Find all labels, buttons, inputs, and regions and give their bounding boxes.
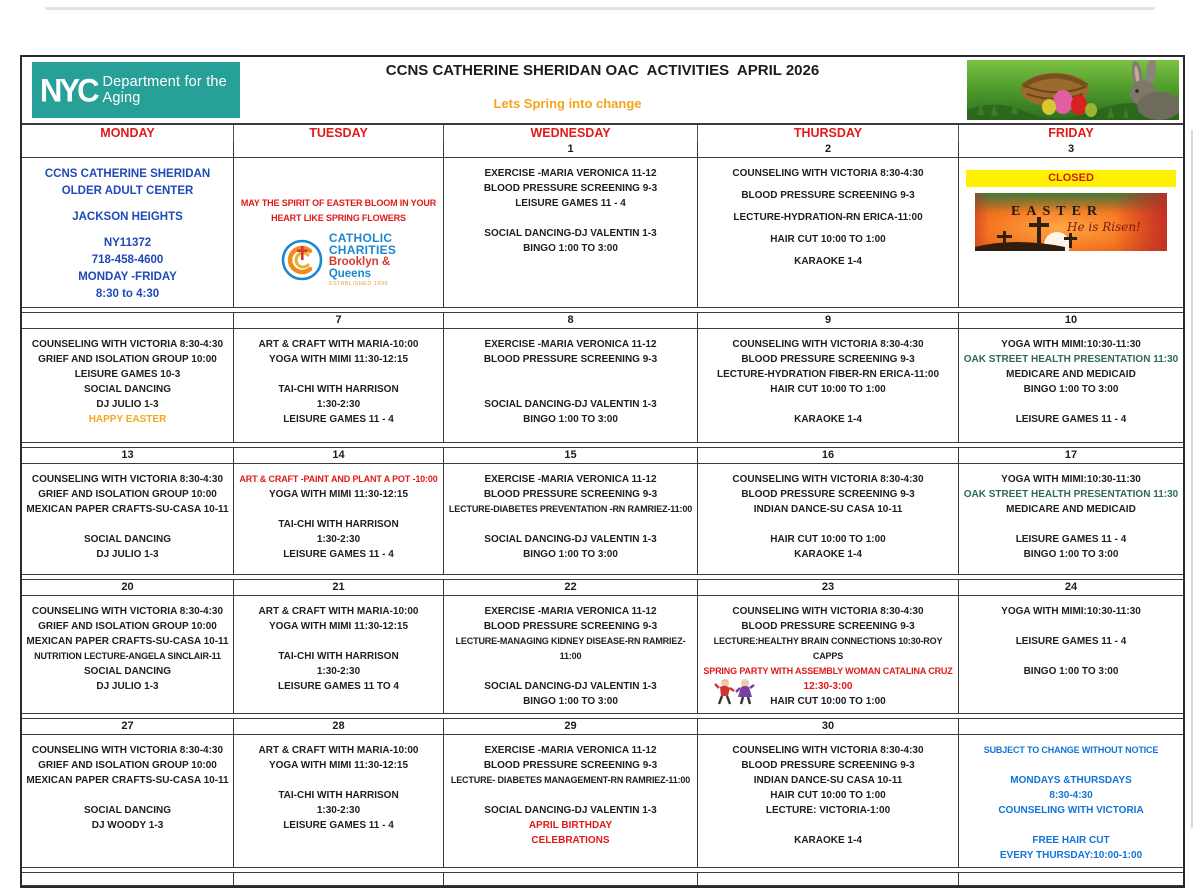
page-title: CCNS CATHERINE SHERIDAN OAC ACTIVITIES APRIL 2026 <box>385 62 820 79</box>
activity-line: 1:30-2:30 <box>316 666 361 677</box>
calendar-cell <box>443 158 697 307</box>
date-number: 13 <box>121 449 134 461</box>
activity-line: MONDAY -FRIDAY <box>78 271 177 283</box>
calendar-cell <box>233 329 443 442</box>
spacer-line <box>236 502 441 517</box>
activity-line: MEXICAN PAPER CRAFTS-SU-CASA 10-11 <box>26 636 229 647</box>
activity-line: LEISURE GAMES 11 - 4 <box>283 414 394 425</box>
activity-line: KARAOKE 1-4 <box>794 549 862 560</box>
date-number: 9 <box>697 313 958 328</box>
activity-line: NY11372 <box>103 237 152 249</box>
activity-line: MONDAYS &THURSDAYS <box>1010 775 1132 786</box>
activity-line: ART & CRAFT WITH MARIA-10:00 <box>258 606 419 617</box>
calendar-cell <box>958 329 1183 442</box>
nyc-logo-text: NYC <box>40 71 97 109</box>
empty-bottom-strip <box>22 872 1183 886</box>
activity-line: CELEBRATIONS <box>531 835 610 846</box>
activity-line: COUNSELING WITH VICTORIA 8:30-4:30 <box>31 474 224 485</box>
spacer-line <box>961 758 1181 773</box>
calendar-cell <box>443 329 697 442</box>
date-strip <box>22 313 1183 329</box>
closed-banner: CLOSED <box>966 170 1176 187</box>
activity-line: YOGA WITH MIMI 11:30-12:15 <box>268 621 409 632</box>
activity-line: ART & CRAFT WITH MARIA-10:00 <box>258 339 419 350</box>
calendar-cell <box>958 735 1183 867</box>
spacer-line <box>236 367 441 382</box>
spacer-line <box>236 634 441 649</box>
date-strip <box>22 448 1183 464</box>
calendar-cell <box>233 596 443 713</box>
activity-line: HAIR CUT 10:00 TO 1:00 <box>770 790 886 801</box>
activity-line: LECTURE-DIABETES PREVENTATION -RN RAMRIEZ-11:00 <box>448 504 693 514</box>
calendar-cell <box>22 158 233 307</box>
activity-line: 8:30 to 4:30 <box>95 288 160 300</box>
catholic-charities-logo <box>236 232 441 288</box>
date-number: 3 <box>958 142 1183 157</box>
calendar-cell <box>958 596 1183 713</box>
day-header-row <box>22 125 1183 142</box>
date-number: 30 <box>697 719 958 734</box>
calendar-cell <box>697 329 958 442</box>
nyc-logo-label: Department for the Aging <box>102 74 227 106</box>
activity-line: HAIR CUT 10:00 TO 1:00 <box>770 534 886 545</box>
activity-line: BLOOD PRESSURE SCREENING 9-3 <box>483 183 658 194</box>
activity-line: EXERCISE -MARIA VERONICA 11-12 <box>484 606 657 617</box>
activity-line: BLOOD PRESSURE SCREENING 9-3 <box>483 489 658 500</box>
activity-line: SOCIAL DANCING-DJ VALENTIN 1-3 <box>484 399 657 410</box>
calendar-cell <box>697 158 958 307</box>
calendar-week <box>22 579 1183 714</box>
date-number: 20 <box>121 581 134 593</box>
activity-line: HAIR CUT 10:00 TO 1:00 <box>770 696 886 707</box>
calendar-header <box>22 57 1183 125</box>
catholic-charities-text: CATHOLIC CHARITIES Brooklyn & Queens ESTABLISHED 1899 <box>328 231 397 287</box>
calendar-cell <box>697 464 958 574</box>
calendar-cell <box>233 158 443 307</box>
activity-line: 1:30-2:30 <box>316 534 361 545</box>
calendar-cell <box>958 464 1183 574</box>
date-number: 21 <box>233 580 443 595</box>
activity-line: COUNSELING WITH VICTORIA <box>998 805 1144 816</box>
activity-line: YOGA WITH MIMI:10:30-11:30 <box>1001 474 1141 485</box>
activity-line: MEXICAN PAPER CRAFTS-SU-CASA 10-11 <box>26 504 229 515</box>
calendar-week <box>22 312 1183 443</box>
activity-line: SOCIAL DANCING <box>83 805 172 816</box>
date-strip <box>22 719 1183 735</box>
activity-line: 1:30-2:30 <box>316 399 361 410</box>
activity-line: LEISURE GAMES 11 - 4 <box>1015 414 1127 425</box>
activity-line: 8:30-4:30 <box>1049 790 1093 801</box>
activity-line: HEART LIKE SPRING FLOWERS <box>271 213 406 223</box>
activity-line: LEISURE GAMES 11 TO 4 <box>278 681 399 692</box>
activity-line: KARAOKE 1-4 <box>794 256 862 267</box>
spacer-line <box>446 211 695 226</box>
activity-line: DJ JULIO 1-3 <box>96 681 159 692</box>
activity-line: BINGO 1:00 TO 3:00 <box>523 549 618 560</box>
activity-line: MEDICARE AND MEDICAID <box>1006 504 1136 515</box>
activity-line: LEISURE GAMES 11 - 4 <box>515 198 626 209</box>
calendar-weeks <box>22 142 1183 886</box>
activity-line: DJ JULIO 1-3 <box>96 549 159 560</box>
activity-line: HAIR CUT 10:00 TO 1:00 <box>770 234 886 245</box>
activity-line: 1:30-2:30 <box>316 805 361 816</box>
activity-line: COUNSELING WITH VICTORIA 8:30-4:30 <box>31 745 224 756</box>
activity-line: LECTURE: VICTORIA-1:00 <box>765 805 891 816</box>
svg-text:He is Risen!: He is Risen! <box>1067 220 1141 234</box>
spacer-line <box>446 788 695 803</box>
activity-line: ART & CRAFT WITH MARIA-10:00 <box>258 745 419 756</box>
activity-line: JACKSON HEIGHTS <box>72 211 183 223</box>
spacer-line <box>700 517 956 532</box>
scan-artifact-right <box>1191 130 1193 828</box>
activity-line: LECTURE-HYDRATION-RN ERICA-11:00 <box>733 212 923 223</box>
activity-line: TAI-CHI WITH HARRISON <box>278 790 399 801</box>
activity-line: LECTURE-MANAGING KIDNEY DISEASE-RN RAMRIEZ-11:00 <box>455 636 686 661</box>
activity-line: SOCIAL DANCING-DJ VALENTIN 1-3 <box>484 681 657 692</box>
date-number: 29 <box>443 719 697 734</box>
activity-line: BLOOD PRESSURE SCREENING 9-3 <box>741 760 915 771</box>
svg-text:EASTER: EASTER <box>1011 204 1104 219</box>
calendar-cell <box>22 735 233 867</box>
date-strip <box>22 580 1183 596</box>
date-number: 23 <box>697 580 958 595</box>
spacer-line <box>961 649 1181 664</box>
activity-line: TAI-CHI WITH HARRISON <box>278 384 399 395</box>
activity-line: BINGO 1:00 TO 3:00 <box>1023 384 1119 395</box>
date-number <box>22 313 233 328</box>
activity-line: BINGO 1:00 TO 3:00 <box>523 696 618 707</box>
calendar-cell <box>22 596 233 713</box>
activity-line: NUTRITION LECTURE-ANGELA SINCLAIR-11 <box>34 651 221 661</box>
activity-line: TAI-CHI WITH HARRISON <box>278 651 399 662</box>
date-number: 8 <box>443 313 697 328</box>
spacer-line <box>446 367 695 382</box>
activity-line: BINGO 1:00 TO 3:00 <box>1023 549 1119 560</box>
activity-line: COUNSELING WITH VICTORIA 8:30-4:30 <box>732 745 924 756</box>
easter-bunny-image <box>967 60 1179 120</box>
calendar-cell <box>697 596 958 713</box>
date-number: 1 <box>443 142 697 157</box>
activity-line: INDIAN DANCE-SU CASA 10-11 <box>753 504 903 515</box>
spacer-line <box>961 619 1181 634</box>
activity-line: 12:30-3:00 <box>700 679 956 694</box>
spacer-line <box>961 818 1181 833</box>
activity-line: BLOOD PRESSURE SCREENING 9-3 <box>741 489 915 500</box>
easter-he-is-risen-image <box>975 193 1167 251</box>
activity-line: COUNSELING WITH VICTORIA 8:30-4:30 <box>732 474 924 485</box>
page-subtitle: Lets Spring into change <box>493 96 642 111</box>
activity-line: HAPPY EASTER <box>88 414 167 425</box>
activity-calendar <box>20 55 1185 888</box>
day-header-friday: FRIDAY <box>958 125 1183 142</box>
calendar-cell <box>233 464 443 574</box>
activity-line: COUNSELING WITH VICTORIA 8:30-4:30 <box>732 168 924 179</box>
activity-line: BLOOD PRESSURE SCREENING 9-3 <box>741 354 915 365</box>
activity-line: LEISURE GAMES 11 - 4 <box>283 820 394 831</box>
activity-line: TAI-CHI WITH HARRISON <box>278 519 399 530</box>
spacer-line <box>24 517 231 532</box>
calendar-week <box>22 447 1183 575</box>
date-number: 15 <box>443 448 697 463</box>
activity-line: HAIR CUT 10:00 TO 1:00 <box>770 384 886 395</box>
date-number: 28 <box>233 719 443 734</box>
activity-line: YOGA WITH MIMI 11:30-12:15 <box>268 354 409 365</box>
activity-line: INDIAN DANCE-SU CASA 10-11 <box>753 775 903 786</box>
spacer-line <box>446 517 695 532</box>
activity-line: LEISURE GAMES 10-3 <box>74 369 181 380</box>
activity-line: SPRING PARTY WITH ASSEMBLY WOMAN CATALINA CRUZ <box>703 666 953 676</box>
activity-line: CCNS CATHERINE SHERIDAN <box>44 168 211 180</box>
spacer-line <box>446 664 695 679</box>
activity-line: EXERCISE -MARIA VERONICA 11-12 <box>484 339 657 350</box>
activity-line: YOGA WITH MIMI:10:30-11:30 <box>1001 339 1141 350</box>
activity-line: OLDER ADULT CENTER <box>61 185 194 197</box>
activity-line: COUNSELING WITH VICTORIA 8:30-4:30 <box>31 339 224 350</box>
date-number <box>233 142 443 157</box>
activity-line: FREE HAIR CUT <box>1032 835 1110 846</box>
calendar-week <box>22 142 1183 308</box>
activity-line: COUNSELING WITH VICTORIA 8:30-4:30 <box>732 606 924 617</box>
activity-line: MAY THE SPIRIT OF EASTER BLOOM IN YOUR <box>240 198 437 208</box>
date-number: 27 <box>121 720 134 732</box>
date-number: 14 <box>233 448 443 463</box>
activity-line: KARAOKE 1-4 <box>794 414 862 425</box>
spacer-line <box>700 397 956 412</box>
day-header-monday: MONDAY <box>100 126 155 140</box>
activity-line: SOCIAL DANCING-DJ VALENTIN 1-3 <box>484 534 657 545</box>
activity-line: BLOOD PRESSURE SCREENING 9-3 <box>741 621 915 632</box>
calendar-cell <box>22 329 233 442</box>
activity-line: MEXICAN PAPER CRAFTS-SU-CASA 10-11 <box>26 775 229 786</box>
activity-line: APRIL BIRTHDAY <box>528 820 613 831</box>
activity-line: BINGO 1:00 TO 3:00 <box>523 414 618 425</box>
activity-line: MEDICARE AND MEDICAID <box>1006 369 1136 380</box>
calendar-cell <box>443 735 697 867</box>
date-number: 17 <box>958 448 1183 463</box>
activity-line: EXERCISE -MARIA VERONICA 11-12 <box>484 474 657 485</box>
date-number: 22 <box>443 580 697 595</box>
activity-line: GRIEF AND ISOLATION GROUP 10:00 <box>38 489 217 500</box>
calendar-cell <box>443 596 697 713</box>
date-number: 7 <box>233 313 443 328</box>
activity-line: ART & CRAFT -PAINT AND PLANT A POT -10:00 <box>239 474 438 484</box>
calendar-cell <box>22 464 233 574</box>
activity-line: BLOOD PRESSURE SCREENING 9-3 <box>741 190 915 201</box>
date-number: 10 <box>958 313 1183 328</box>
activity-line: EXERCISE -MARIA VERONICA 11-12 <box>484 168 657 179</box>
date-number <box>958 719 1183 734</box>
activity-line: COUNSELING WITH VICTORIA 8:30-4:30 <box>31 606 224 617</box>
date-number: 16 <box>697 448 958 463</box>
activity-line: 718-458-4600 <box>91 254 164 266</box>
activity-line: LECTURE:HEALTHY BRAIN CONNECTIONS 10:30-ROY CAPPS <box>713 636 943 661</box>
activity-line: EXERCISE -MARIA VERONICA 11-12 <box>484 745 657 756</box>
activity-line: SOCIAL DANCING-DJ VALENTIN 1-3 <box>484 228 657 239</box>
activity-line: KARAOKE 1-4 <box>794 835 862 846</box>
activity-line: BLOOD PRESSURE SCREENING 9-3 <box>483 354 658 365</box>
activity-line: GRIEF AND ISOLATION GROUP 10:00 <box>38 621 217 632</box>
activity-line: YOGA WITH MIMI 11:30-12:15 <box>268 760 409 771</box>
activity-line: SOCIAL DANCING <box>83 666 172 677</box>
activity-line: SOCIAL DANCING-DJ VALENTIN 1-3 <box>484 805 657 816</box>
activity-line: SOCIAL DANCING <box>83 534 172 545</box>
activity-line: GRIEF AND ISOLATION GROUP 10:00 <box>38 760 217 771</box>
calendar-cell <box>697 735 958 867</box>
activity-line: BLOOD PRESSURE SCREENING 9-3 <box>483 621 658 632</box>
spacer-line <box>236 166 441 181</box>
activity-line: LEISURE GAMES 11 - 4 <box>1015 534 1127 545</box>
activity-line: EVERY THURSDAY:10:00-1:00 <box>999 850 1143 861</box>
activity-line: SUBJECT TO CHANGE WITHOUT NOTICE <box>983 745 1159 755</box>
scan-artifact-top <box>45 7 1155 10</box>
date-number <box>22 142 233 157</box>
activity-line: DJ JULIO 1-3 <box>96 399 159 410</box>
activity-line: LEISURE GAMES 11 - 4 <box>283 549 394 560</box>
date-strip <box>22 142 1183 158</box>
calendar-cell <box>958 158 1183 307</box>
activity-line: BINGO 1:00 TO 3:00 <box>1023 666 1119 677</box>
day-header-wednesday: WEDNESDAY <box>443 125 697 142</box>
date-number: 24 <box>958 580 1183 595</box>
activity-line: LECTURE-HYDRATION FIBER-RN ERICA-11:00 <box>716 369 940 380</box>
spacer-line <box>446 382 695 397</box>
day-header-thursday: THURSDAY <box>697 125 958 142</box>
spacer-line <box>236 181 441 196</box>
activity-line: BINGO 1:00 TO 3:00 <box>523 243 618 254</box>
activity-line: LEISURE GAMES 11 - 4 <box>1015 636 1127 647</box>
calendar-cell <box>443 464 697 574</box>
catholic-charities-mark-icon <box>281 239 323 281</box>
activity-line: BLOOD PRESSURE SCREENING 9-3 <box>483 760 658 771</box>
activity-line: GRIEF AND ISOLATION GROUP 10:00 <box>38 354 217 365</box>
date-number: 2 <box>697 142 958 157</box>
day-header-tuesday: TUESDAY <box>233 125 443 142</box>
spacer-line <box>700 818 956 833</box>
spacer-line <box>236 773 441 788</box>
activity-line: DJ WOODY 1-3 <box>91 820 164 831</box>
activity-line: OAK STREET HEALTH PRESENTATION 11:30 <box>963 489 1179 500</box>
activity-line: OAK STREET HEALTH PRESENTATION 11:30 <box>963 354 1179 365</box>
activity-line: YOGA WITH MIMI:10:30-11:30 <box>1001 606 1141 617</box>
activity-line: COUNSELING WITH VICTORIA 8:30-4:30 <box>732 339 924 350</box>
spacer-line <box>961 517 1181 532</box>
spacer-line <box>961 397 1181 412</box>
activity-line: YOGA WITH MIMI 11:30-12:15 <box>268 489 409 500</box>
activity-line: LECTURE- DIABETES MANAGEMENT-RN RAMRIEZ-11:00 <box>450 775 691 785</box>
calendar-week <box>22 718 1183 868</box>
spacer-line <box>24 788 231 803</box>
activity-line: SOCIAL DANCING <box>83 384 172 395</box>
calendar-cell <box>233 735 443 867</box>
